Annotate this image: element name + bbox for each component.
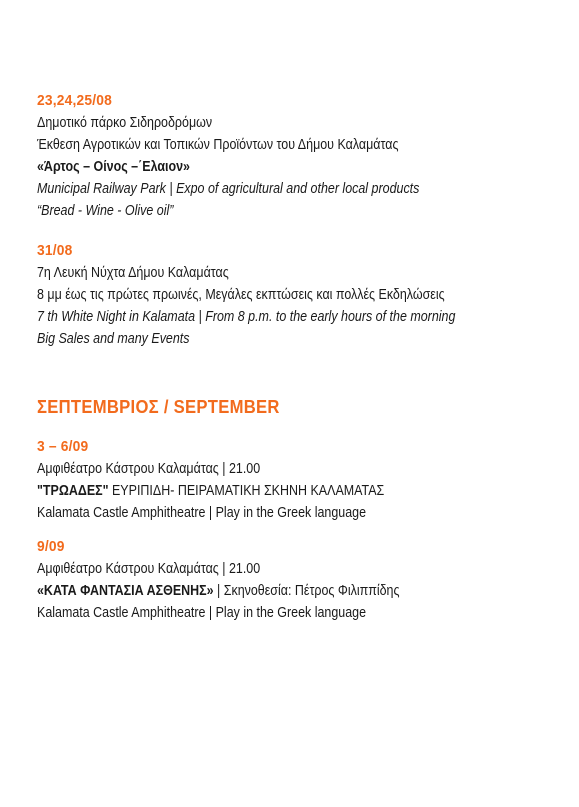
event-date: 23,24,25/08 bbox=[37, 92, 112, 109]
event-entry-expo bbox=[37, 90, 567, 222]
event-description-greek: 8 μμ έως τις πρώτες πρωινές, Μεγάλες εκπτώσεις και πολλές Εκδηλώσεις bbox=[37, 287, 445, 303]
event-venue-greek: Δημοτικό πάρκο Σιδηροδρόμων bbox=[37, 115, 213, 131]
event-date: 9/09 bbox=[37, 538, 65, 555]
event-entry-troades bbox=[37, 436, 567, 524]
section-title-september: ΣΕΠΤΕΜΒΡΙΟΣ / SEPTEMBER bbox=[37, 396, 280, 417]
event-title-english: “Bread - Wine - Olive oil” bbox=[37, 203, 174, 219]
event-date: 3 – 6/09 bbox=[37, 438, 89, 455]
event-listing bbox=[37, 90, 567, 624]
event-title-bold: «ΚΑΤΑ ΦΑΝΤΑΣΙΑ ΑΣΘΕΝΗΣ» bbox=[37, 583, 214, 599]
event-venue-english: Kalamata Castle Amphitheatre | Play in the Greek language bbox=[37, 505, 367, 521]
event-date: 31/08 bbox=[37, 242, 73, 259]
event-title-bold: "ΤΡΩΑΔΕΣ" bbox=[37, 483, 109, 499]
event-venue-greek: Αμφιθέατρο Κάστρου Καλαμάτας | 21.00 bbox=[37, 461, 261, 477]
event-title-greek: «Άρτος – Οίνος –΄Ελαιον» bbox=[37, 159, 190, 175]
event-entry-kata-fantasia bbox=[37, 536, 567, 624]
event-venue-english: Kalamata Castle Amphitheatre | Play in the Greek language bbox=[37, 605, 367, 621]
event-entry-white-night bbox=[37, 240, 567, 350]
event-title-rest: | Σκηνοθεσία: Πέτρος Φιλιππίδης bbox=[213, 583, 400, 599]
event-title-line bbox=[37, 480, 493, 502]
event-title-greek: 7η Λευκή Νύχτα Δήμου Καλαμάτας bbox=[37, 265, 229, 281]
event-description-english-continued: Big Sales and many Events bbox=[37, 331, 190, 347]
event-venue-greek: Αμφιθέατρο Κάστρου Καλαμάτας | 21.00 bbox=[37, 561, 261, 577]
event-description-greek: Έκθεση Αγροτικών και Τοπικών Προϊόντων του Δήμου Καλαμάτας bbox=[37, 137, 399, 153]
event-description-english: Municipal Railway Park | Expo of agricultural and other local products bbox=[37, 181, 420, 197]
event-description-english: 7 th White Night in Kalamata | From 8 p.m. to the early hours of the morning bbox=[37, 309, 456, 325]
event-title-rest: ΕΥΡΙΠΙΔΗ- ΠΕΙΡΑΜΑΤΙΚΗ ΣΚΗΝΗ ΚΑΛΑΜΑΤΑΣ bbox=[108, 483, 385, 499]
event-title-line bbox=[37, 580, 493, 602]
